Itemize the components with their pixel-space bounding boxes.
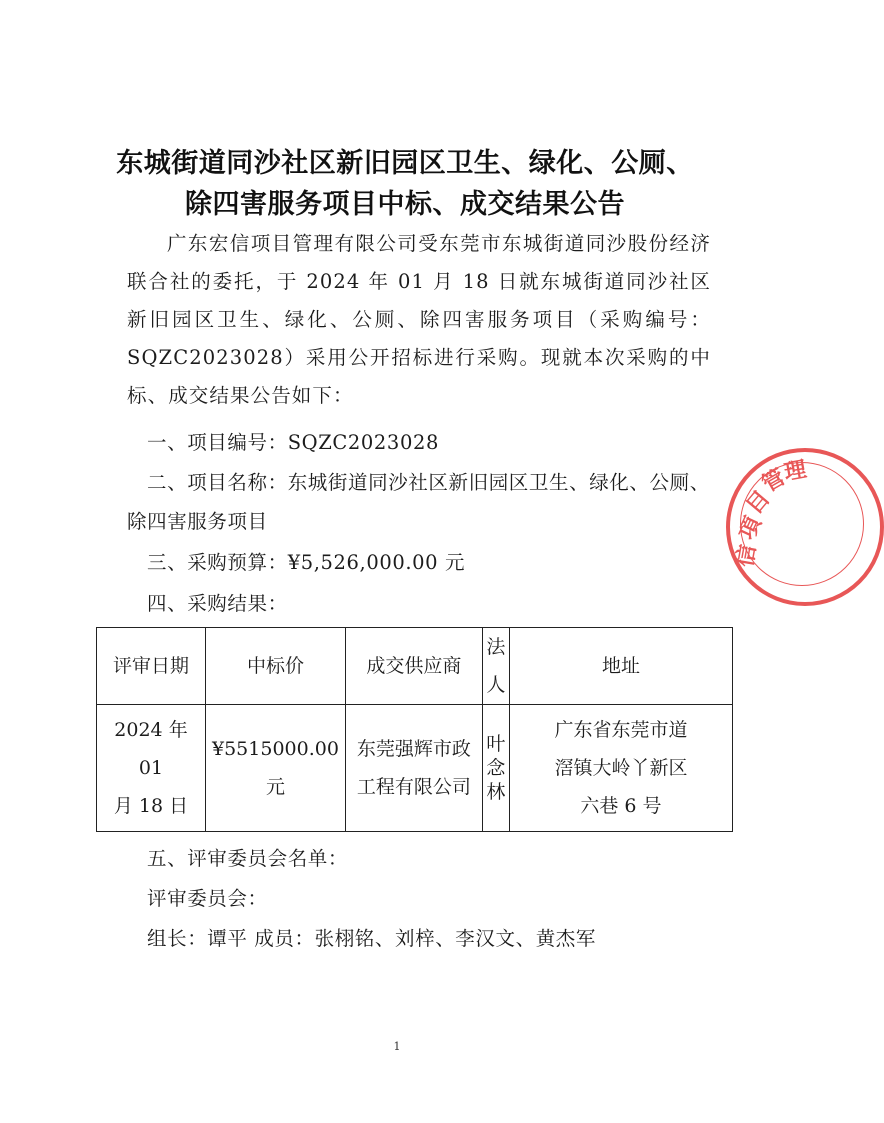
header-winning-price: 中标价 xyxy=(206,628,346,705)
cell-supplier xyxy=(345,705,482,832)
procurement-budget: 三、采购预算：¥5,526,000.00 元 xyxy=(147,551,466,574)
price-line-2: 元 xyxy=(265,776,285,798)
table-header-row xyxy=(97,628,733,705)
document-title-line-2: 除四害服务项目中标、成交结果公告 xyxy=(185,189,625,220)
project-name-line-1: 二、项目名称：东城街道同沙社区新旧园区卫生、绿化、公厕、 xyxy=(147,471,710,494)
header-legal-rep: 法人 xyxy=(482,628,509,705)
result-table xyxy=(96,627,733,832)
review-date-line-2: 月 18 日 xyxy=(113,795,189,817)
document-title-line-1: 东城街道同沙社区新旧园区卫生、绿化、公厕、 xyxy=(116,148,694,179)
cell-legal-rep xyxy=(482,705,509,832)
project-number: 一、项目编号：SQZC2023028 xyxy=(147,431,439,454)
price-line-1: ¥5515000.00 xyxy=(212,738,339,760)
project-name-line-2: 除四害服务项目 xyxy=(127,510,268,533)
seal-char-3: 目 xyxy=(741,486,776,520)
cell-address xyxy=(509,705,732,832)
address-line-2: 滘镇大岭丫新区 xyxy=(554,757,688,779)
legal-rep-char-2: 念 xyxy=(486,757,506,779)
table-row xyxy=(97,705,733,832)
seal-char-1: 信 xyxy=(732,542,762,569)
header-review-date: 评审日期 xyxy=(97,628,206,705)
intro-paragraph: 广东宏信项目管理有限公司受东莞市东城街道同沙股份经济联合社的委托，于 2024 年 01 月 18 日就东城街道同沙社区新旧园区卫生、绿化、公厕、除四害服务项目（采购编号：SQZC2023028）采用公开招标进行采购。现就本次采购的中标、成交结果公告如下： xyxy=(127,232,711,407)
seal-char-4: 管 xyxy=(758,464,790,498)
legal-rep-char-1: 叶 xyxy=(486,733,506,755)
address-line-3: 六巷 6 号 xyxy=(580,795,662,817)
page-number: 1 xyxy=(393,1040,401,1053)
committee-label: 评审委员会： xyxy=(147,887,268,910)
company-seal xyxy=(726,448,884,606)
header-address: 地址 xyxy=(509,628,732,705)
committee-members: 组长：谭平 成员：张栩铭、刘梓、李汉文、黄杰军 xyxy=(147,927,596,950)
seal-char-2: 項 xyxy=(734,513,767,544)
cell-winning-price xyxy=(206,705,346,832)
supplier-line-1: 东莞强辉市政 xyxy=(356,738,471,760)
procurement-result-heading: 四、采购结果： xyxy=(147,592,288,615)
legal-rep-char-3: 林 xyxy=(486,781,506,803)
review-date-line-1: 2024 年 01 xyxy=(114,719,188,779)
address-line-1: 广东省东莞市道 xyxy=(554,719,688,741)
cell-review-date xyxy=(97,705,206,832)
committee-heading: 五、评审委员会名单： xyxy=(147,847,349,870)
seal-char-5: 理 xyxy=(782,457,809,486)
supplier-line-2: 工程有限公司 xyxy=(356,776,471,798)
header-supplier: 成交供应商 xyxy=(345,628,482,705)
